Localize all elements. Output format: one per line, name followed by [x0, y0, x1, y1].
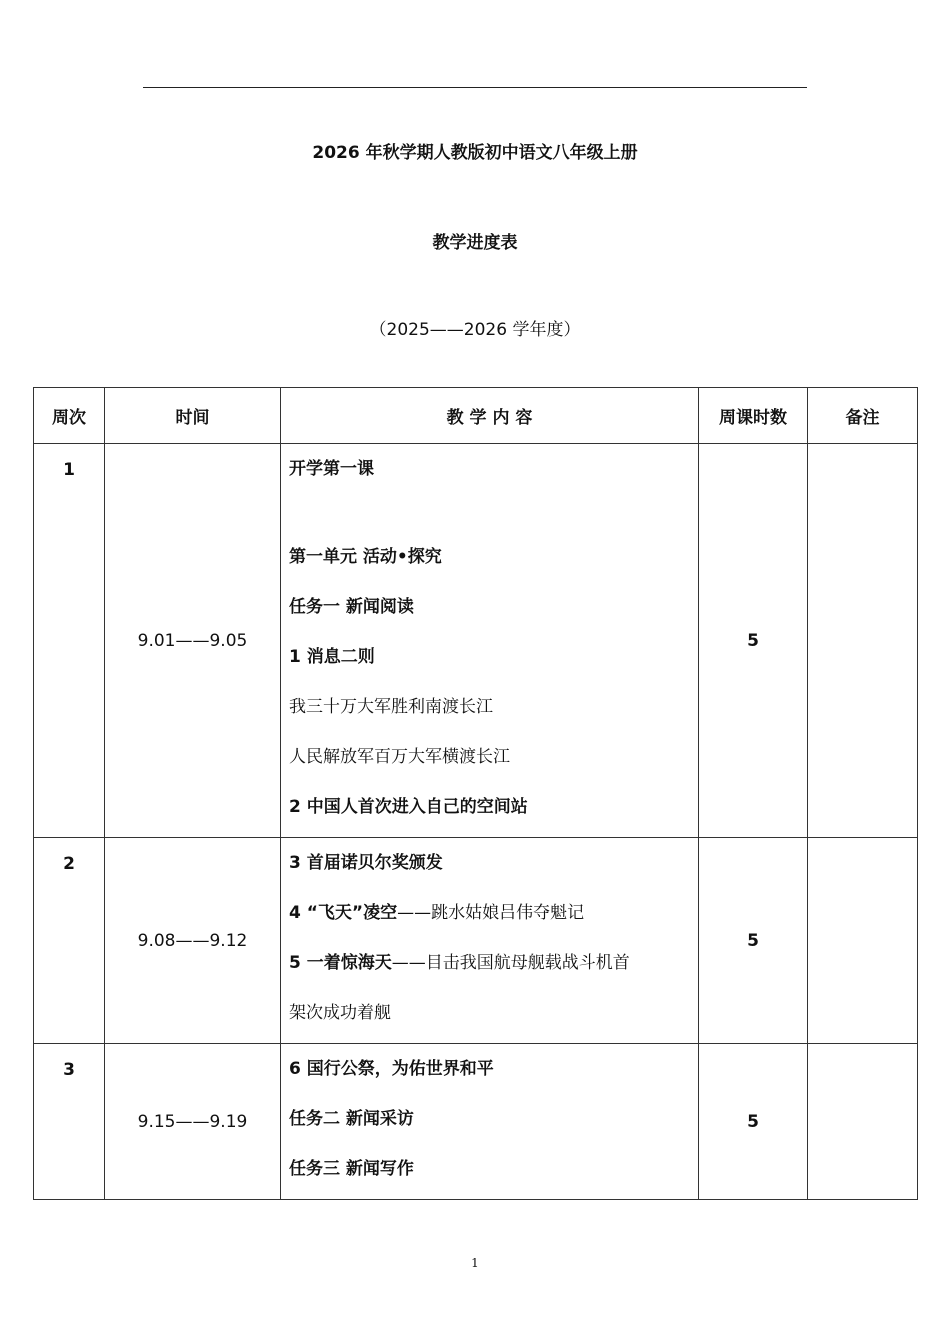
content-normal-text: ——跳水姑娘吕伟夺魁记 — [397, 903, 585, 923]
content-bold-text: 任务二 新闻采访 — [289, 1109, 414, 1129]
school-year: （2025——2026 学年度） — [369, 320, 581, 340]
content-cell — [281, 838, 699, 1044]
content-bold-text: 6 国行公祭，为佑世界和平 — [289, 1059, 494, 1079]
content-bold-text: 2 中国人首次进入自己的空间站 — [289, 797, 528, 817]
time-cell: 9.15——9.19 — [105, 1044, 281, 1200]
table-row — [34, 444, 918, 838]
content-line — [289, 737, 690, 787]
header-row — [34, 388, 918, 444]
header-time: 时间 — [105, 388, 281, 444]
document-title: 2026 年秋学期人教版初中语文八年级上册 — [312, 143, 638, 163]
header-notes: 备注 — [808, 388, 918, 444]
content-line — [289, 1099, 690, 1149]
schedule-table — [33, 387, 918, 1200]
content-line — [289, 637, 690, 687]
table-row — [34, 838, 918, 1044]
content-bold-text: 1 消息二则 — [289, 647, 375, 667]
content-line — [289, 943, 690, 993]
content-bold-text: 3 首届诺贝尔奖颁发 — [289, 853, 443, 873]
content-line — [289, 1149, 690, 1199]
content-line — [289, 893, 690, 943]
header-content: 教 学 内 容 — [281, 388, 699, 444]
content-normal-text: 我三十万大军胜利南渡长江 — [289, 697, 493, 717]
hours-cell: 5 — [699, 1044, 808, 1200]
header-rule — [143, 87, 807, 88]
content-bold-text: 任务一 新闻阅读 — [289, 597, 414, 617]
content-bold-text: 任务三 新闻写作 — [289, 1159, 414, 1179]
content-normal-text: 人民解放军百万大军横渡长江 — [289, 747, 510, 767]
content-line — [289, 843, 690, 893]
header-week: 周次 — [34, 388, 105, 444]
content-normal-text: ——目击我国航母舰载战斗机首 — [391, 953, 630, 973]
time-cell: 9.01——9.05 — [105, 444, 281, 838]
content-normal-text: 架次成功着舰 — [289, 1003, 391, 1023]
content-cell — [281, 444, 699, 838]
content-line — [289, 587, 690, 637]
content-line — [289, 499, 690, 537]
content-line — [289, 787, 690, 837]
hours-cell: 5 — [699, 838, 808, 1044]
content-line — [289, 449, 690, 499]
week-cell: 3 — [34, 1044, 105, 1200]
content-line — [289, 1049, 690, 1099]
document-subtitle: 教学进度表 — [432, 233, 518, 253]
content-line — [289, 537, 690, 587]
header-hours: 周课时数 — [699, 388, 808, 444]
content-bold-text: 开学第一课 — [289, 459, 374, 479]
hours-cell: 5 — [699, 444, 808, 838]
table-row — [34, 1044, 918, 1200]
page-number: 1 — [471, 1256, 479, 1270]
content-bold-text: 4 “飞天”凌空 — [289, 903, 398, 923]
notes-cell — [808, 1044, 918, 1200]
content-bold-text: 第一单元 活动•探究 — [289, 547, 442, 567]
notes-cell — [808, 444, 918, 838]
content-line — [289, 993, 690, 1043]
week-cell: 1 — [34, 444, 105, 838]
notes-cell — [808, 838, 918, 1044]
content-cell — [281, 1044, 699, 1200]
content-bold-text: 5 一着惊海天 — [289, 953, 392, 973]
time-cell: 9.08——9.12 — [105, 838, 281, 1044]
content-line — [289, 687, 690, 737]
week-cell: 2 — [34, 838, 105, 1044]
